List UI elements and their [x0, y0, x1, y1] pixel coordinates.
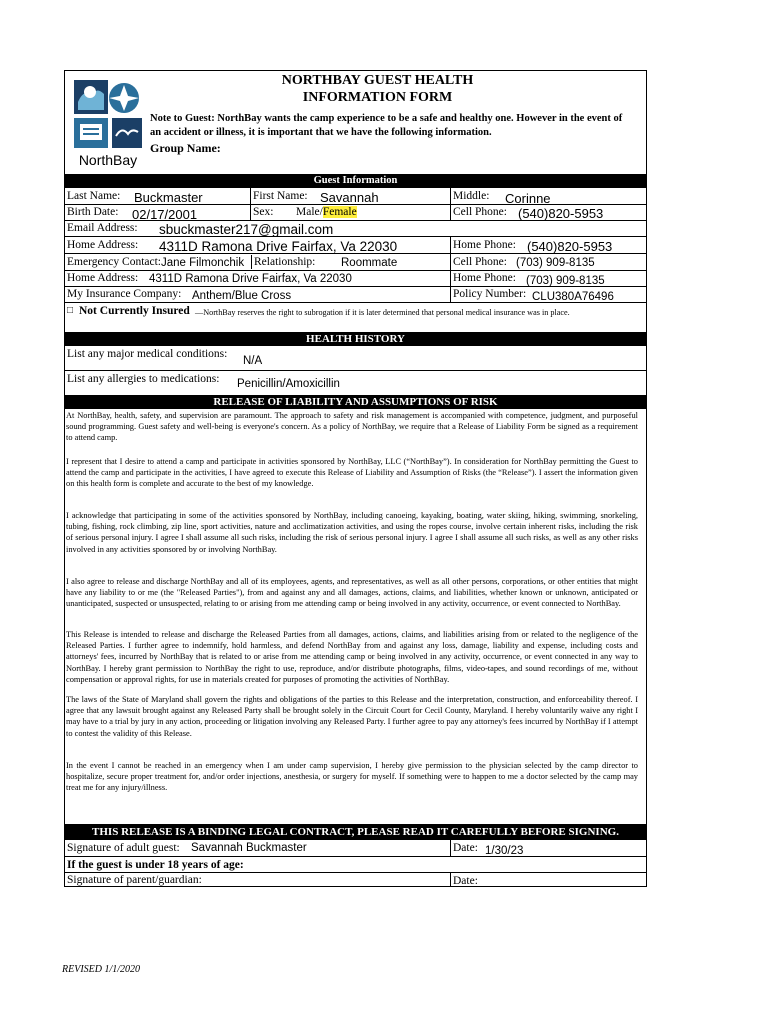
emergency-contact-field[interactable]: Jane Filmonchik [161, 257, 245, 269]
adult-date-label: Date: [453, 842, 478, 854]
sex-male-option[interactable]: Male/ [296, 206, 323, 218]
email-label: Email Address: [67, 222, 138, 234]
home-address-label: Home Address: [67, 239, 139, 251]
release-paragraph: This Release is intended to release and discharge the Released Parties from all damages, actions, claims, and liabilities arising from or related to the negligence of the Released Parties. I further agree to indemnify, hold harmless, and defend NorthBay from and against any loss, damage, liability and expense, including costs and attorneys' fees, incurred by NorthBay that is related to or arise from me attending camp or being involved in any activity, occurrence, or event connected in any way to NorthBay. I hereby grant permission to NorthBay the right to use, reproduce, and/or distribute photographs, films, video-tapes, and sound recordings of me, without compensation or approval rights, for use in materials created for purposes of promoting the activities of NorthBay. [66, 630, 638, 684]
group-name-label: Group Name: [150, 141, 221, 155]
adult-signature-field[interactable]: Savannah Buckmaster [191, 842, 307, 854]
release-paragraph: I acknowledge that participating in some of the activities sponsored by NorthBay, including canoeing, kayaking, boating, water skiing, hiking, swimming, snorkeling, tubing, fishing, rock climbing, zip line, sport activities, nature and acclimatization activities, and using the ropes course, involve certain inherent risks, including the risk of serious personal injury. I agree I shall assume all such risks, including the risk of serious personal injury. I agree I shall assume all such risks, as well as any other risks involved in any activities sponsored by or involving NorthBay. [66, 511, 638, 554]
cell-phone-field[interactable]: (540)820-5953 [518, 206, 604, 221]
release-paragraph: I also agree to release and discharge NorthBay and all of its employees, agents, and representatives, as well as all other persons, corporations, or other entities that might have any liability to or me (the "Released Parties"), from and against any and all damages, actions, claims, and liabilities, whether known or unknown, anticipated or unanticipated, suspected or unsuspected, relating to or arising from me attending camp or being involved in any activity, occurrence, or event connected to NorthBay. [66, 577, 638, 609]
health-history-header: HEALTH HISTORY [65, 332, 646, 346]
release-paragraph: In the event I cannot be reached in an emergency when I am under camp supervision, I hereby give permission to the physician selected by the camp director to hospitalize, secure proper treatment for, and/or order injections, anesthesia, or surgery for myself. If something were to happen to me a doctor selected by the camp may treat me for any injury/illness. [66, 761, 638, 793]
insurance-label: My Insurance Company: [67, 288, 182, 300]
sex-options[interactable] [296, 205, 357, 219]
home-address-field[interactable]: 4311D Ramona Drive Fairfax, Va 22030 [159, 239, 398, 254]
divider [450, 873, 451, 887]
ec-home-phone-label: Home Phone: [453, 272, 516, 284]
release-paragraph: At NorthBay, health, safety, and supervision are paramount. The approach to safety and risk management is accompanied with competence, judgment, and purposeful sound programming. Guest safety and well-being is everyone's concern. As a policy of NorthBay, we require that a Release of Liability Form be signed as a requirement to attend camp. [66, 411, 638, 443]
policy-number-label: Policy Number: [453, 288, 527, 300]
email-field[interactable]: sbuckmaster217@gmail.com [159, 222, 334, 237]
ec-cell-label: Cell Phone: [453, 256, 507, 268]
guest-note: Note to Guest: NorthBay wants the camp experience to be a safe and healthy one. However in the event of an accident or illness, it is important that we have the following information. [150, 113, 623, 138]
cell-phone-label: Cell Phone: [453, 206, 507, 218]
middle-label: Middle: [453, 190, 490, 202]
parent-date-label[interactable]: Date: [453, 875, 478, 887]
release-header: RELEASE OF LIABILITY AND ASSUMPTIONS OF RISK [65, 395, 646, 409]
title-line-2: INFORMATION FORM [302, 90, 453, 105]
middle-name-field[interactable]: Corinne [505, 191, 551, 206]
not-insured-note: —NorthBay reserves the right to subrogation if it is later determined that personal medical insurance was in place. [195, 308, 570, 317]
emergency-contact-label: Emergency Contact: [67, 256, 161, 268]
relationship-label: Relationship: [251, 255, 315, 269]
under18-label: If the guest is under 18 years of age: [67, 859, 244, 871]
home-phone-field[interactable]: (540)820-5953 [527, 239, 613, 254]
not-insured-label: Not Currently Insured [79, 305, 190, 317]
row-email [65, 220, 646, 237]
ec-home-phone-field[interactable]: (703) 909-8135 [526, 275, 605, 287]
last-name-field[interactable]: Buckmaster [134, 190, 203, 205]
binding-notice: THIS RELEASE IS A BINDING LEGAL CONTRACT, PLEASE READ IT CAREFULLY BEFORE SIGNING. [65, 824, 646, 840]
parent-signature-label[interactable]: Signature of parent/guardian: [67, 874, 202, 886]
policy-number-field[interactable]: CLU380A76496 [532, 291, 614, 303]
form-title [150, 72, 605, 106]
conditions-field[interactable]: N/A [243, 355, 263, 367]
insurance-field[interactable]: Anthem/Blue Cross [192, 290, 292, 302]
allergies-field[interactable]: Penicillin/Amoxicillin [237, 378, 340, 390]
ec-address-label: Home Address: [67, 272, 139, 284]
first-name-label: First Name: [253, 190, 308, 202]
last-name-label: Last Name: [67, 190, 121, 202]
sex-label: Sex: [253, 206, 274, 218]
logo-text: NorthBay [78, 152, 138, 168]
release-paragraph: The laws of the State of Maryland shall govern the rights and obligations of the parties to this Release and the interpretation, construction, and enforceability thereof. I agree that any lawsuit brought against any Released Party shall be brought solely in the Circuit Court for Cecil County, Maryland. I hereby voluntarily waive any right I may have to a trial by jury in any action, proceeding or litigation involving any Released Party. I further agree to pay any attorney's fees incurred by NorthBay if I attempt to contest the validity of this Release. [66, 695, 638, 738]
birth-date-label: Birth Date: [67, 206, 119, 218]
ec-address-field[interactable]: 4311D Ramona Drive Fairfax, Va 22030 [149, 273, 352, 285]
conditions-label: List any major medical conditions: [67, 348, 228, 360]
not-insured-checkbox[interactable]: □ [67, 305, 74, 316]
first-name-field[interactable]: Savannah [320, 190, 379, 205]
ec-cell-field[interactable]: (703) 909-8135 [516, 257, 595, 269]
adult-signature-label: Signature of adult guest: [67, 842, 180, 854]
relationship-field[interactable]: Roommate [341, 257, 398, 269]
birth-date-field[interactable]: 02/17/2001 [132, 207, 198, 222]
release-paragraph: I represent that I desire to attend a camp and participate in activities sponsored by NorthBay, LLC (“NorthBay”). In consideration for NorthBay permitting the Guest to attend the camp and participate in the activities, I have agreed to execute this Release of Liability and Assumption of Risks (the “Release”). I assert the information given on this health form is complete and accurate to the best of my knowledge. [66, 457, 638, 489]
northbay-logo [70, 76, 146, 176]
revised-date: REVISED 1/1/2020 [62, 964, 141, 975]
home-phone-label: Home Phone: [453, 239, 516, 251]
allergies-label: List any allergies to medications: [67, 373, 220, 385]
sex-female-option[interactable]: Female [322, 206, 357, 218]
title-line-1: NORTHBAY GUEST HEALTH [281, 73, 474, 88]
guest-info-header: Guest Information [65, 174, 646, 188]
adult-date-field[interactable]: 1/30/23 [485, 845, 524, 857]
divider [450, 840, 451, 857]
